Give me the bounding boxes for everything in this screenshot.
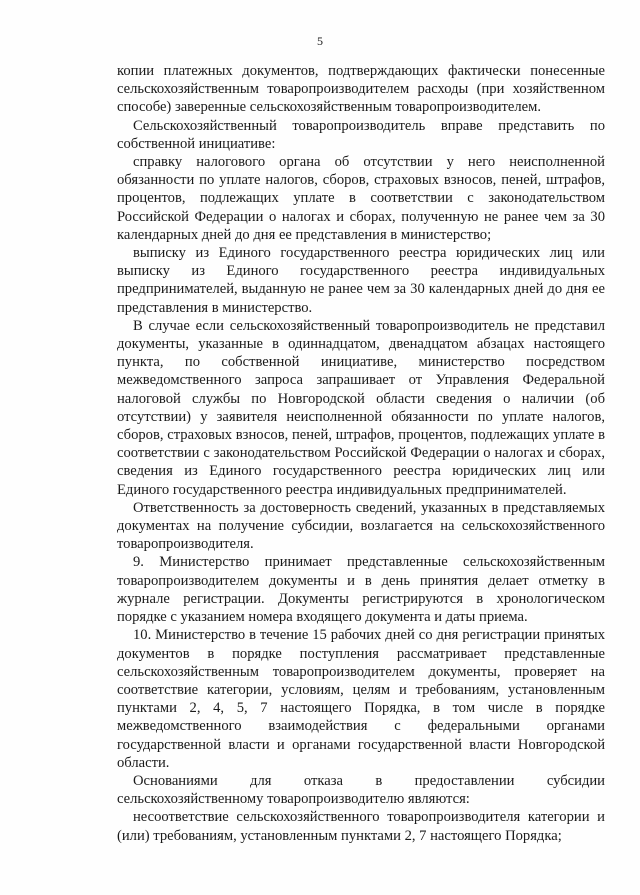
paragraph: справку налогового органа об отсутствии у него неисполненной обязанности по уплате налогов, сборов, страховых взносов, пеней, штрафов, процентов, подлежащих уплате в соответствии с законодательством Российской Федерации о налогах и сборах, полученную не ранее чем за 30 календарных дней до дня ее представления в министерство; <box>117 154 605 243</box>
page-number: 5 <box>317 34 323 48</box>
paragraph: выписку из Единого государственного реестра юридических лиц или выписку из Единого государственного реестра индивидуальных предпринимателей, выданную не ранее чем за 30 календарных дней до дня ее представления в министерство. <box>117 245 605 316</box>
paragraph: 9. Министерство принимает представленные сельскохозяйственным товаропроизводителем документы и в день принятия делает отметку в журнале регистрации. Документы регистрируются в хронологическом порядке с указанием номера входящего документа и даты приема. <box>117 554 605 626</box>
paragraph: Сельскохозяйственный товаропроизводитель вправе представить по собственной инициативе: <box>117 117 605 152</box>
paragraph: 10. Министерство в течение 15 рабочих дней со дня регистрации принятых документов в порядке поступления рассматривает представленные сельскохозяйственным товаропроизводителем документы, проверяет на соответствие категории, условиям, целям и требованиям, установленным пунктами 2, 4, 5, 7 настоящего Порядка, в том числе в порядке межведомственного взаимодействия с федеральными органами государственной власти и органами государственной власти Новгородской области. <box>117 627 605 771</box>
paragraph: В случае если сельскохозяйственный товаропроизводитель не представил документы, указанные в одиннадцатом, двенадцатом абзацах настоящего пункта, по собственной инициативе, министерство посредством межведомственного запроса запрашивает от Управления Федеральной налоговой службы по Новгородской области сведения о наличии (об отсутствии) у заявителя неисполненной обязанности по уплате налогов, сборов, страховых взносов, пеней, штрафов, процентов, подлежащих уплате в соответствии с законодательством Российской Федерации о налогах и сборах, сведения из Единого государственного реестра юридических лиц или Единого государственного реестра индивидуальных предпринимателей. <box>117 317 605 498</box>
paragraph: Ответственность за достоверность сведений, указанных в представляемых документах на получение субсидии, возлагается на сельскохозяйственного товаропроизводителя. <box>117 499 605 553</box>
paragraph: копии платежных документов, подтверждающих фактически понесенные сельскохозяйственным товаропроизводителем расходы (при хозяйственном способе) заверенные сельскохозяйственным товаропроизводителем. <box>117 63 605 116</box>
document-body <box>117 62 605 845</box>
paragraph: Основаниями для отказа в предоставлении субсидии сельскохозяйственному товаропроизводителю являются: <box>117 772 605 808</box>
paragraph: несоответствие сельскохозяйственного товаропроизводителя категории и (или) требованиям, установленным пунктами 2, 7 настоящего Порядка; <box>117 809 605 844</box>
